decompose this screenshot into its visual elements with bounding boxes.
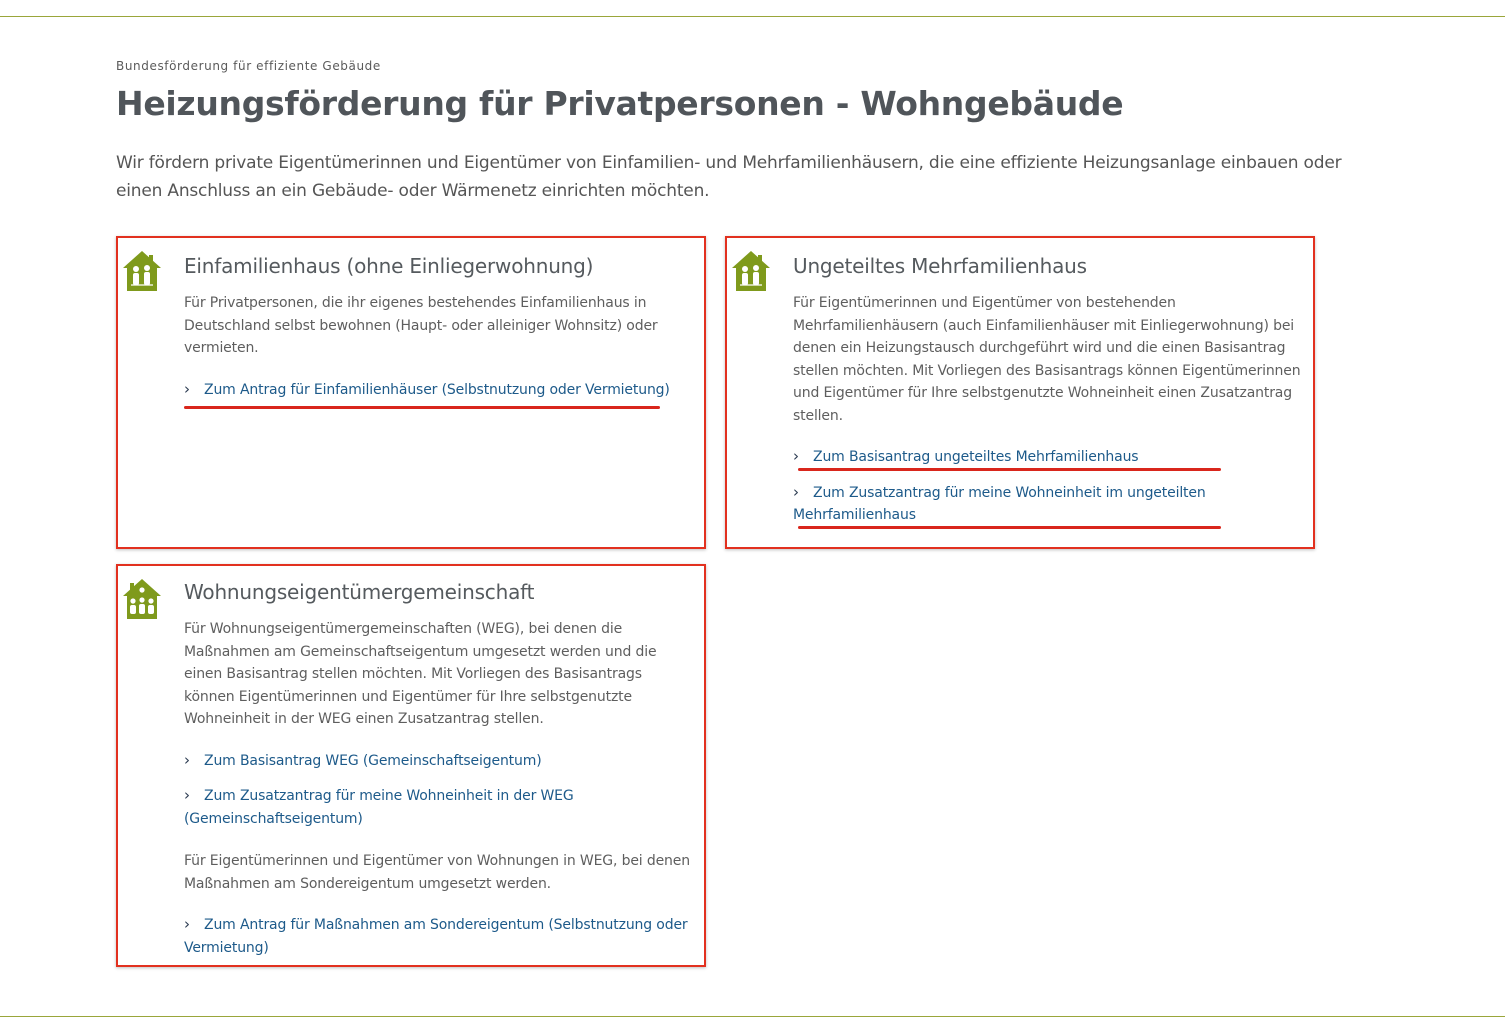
card-mehrfamilienhaus [725, 236, 1315, 549]
chevron-right-icon: › [184, 915, 190, 933]
bottom-divider [0, 1016, 1505, 1017]
link-zusatzantrag-weg[interactable]: › Zum Zusatzantrag für meine Wohneinheit in der WEG (Gemeinschaftseigentum) [184, 786, 574, 827]
card-title: Einfamilienhaus (ohne Einliegerwohnung) [184, 254, 594, 278]
card-description: Für Eigentümerinnen und Eigentümer von bestehenden Mehrfamilienhäusern (auch Einfamilienhäuser mit Einliegerwohnung) bei denen ein Heizungstausch durchgeführt wird und die einen Basisantrag stellen möchten. Mit Vorliegen des Basisantrags können Eigentümerinnen und Eigentümer für Ihre selbstgenutzte Wohneinheit einen Zusatzantrag stellen. [793, 295, 1301, 424]
card-description: Für Wohnungseigentümergemeinschaften (WEG), bei denen die Maßnahmen am Gemeinschaftseigentum umgesetzt werden und die einen Basisantrag stellen möchten. Mit Vorliegen des Basisantrags können Eigentümerinnen und Eigentümer für Ihre selbstgenutzte Wohneinheit in der WEG einen Zusatzantrag stellen. [184, 621, 657, 727]
card-title: Ungeteiltes Mehrfamilienhaus [793, 254, 1087, 278]
link-antrag-einfamilienhaus[interactable]: › Zum Antrag für Einfamilienhäuser (Selbstnutzung oder Vermietung) [184, 378, 694, 402]
chevron-right-icon: › [184, 786, 190, 804]
link-antrag-sondereigentum[interactable]: › Zum Antrag für Maßnahmen am Sondereigentum (Selbstnutzung oder Vermietung) [184, 915, 688, 956]
family-house-icon [730, 249, 772, 293]
card-einfamilienhaus [116, 236, 706, 549]
page-title: Heizungsförderung für Privatpersonen - Wohngebäude [116, 84, 1124, 123]
chevron-right-icon: › [184, 750, 190, 769]
card-title: Wohnungseigentümergemeinschaft [184, 580, 535, 604]
family-house-icon [121, 249, 163, 293]
card-description: Für Privatpersonen, die ihr eigenes bestehendes Einfamilienhaus in Deutschland selbst bewohnen (Haupt- oder alleiniger Wohnsitz) oder vermieten. [184, 295, 658, 356]
link-zusatzantrag-mehrfamilienhaus[interactable]: › Zum Zusatzantrag für meine Wohneinheit im ungeteilten Mehrfamilienhaus [793, 482, 1206, 523]
link-basisantrag-mehrfamilienhaus[interactable]: › Zum Basisantrag ungeteiltes Mehrfamilienhaus [793, 445, 1303, 469]
chevron-right-icon: › [793, 482, 799, 501]
chevron-right-icon: › [184, 379, 190, 398]
card-weg [116, 564, 706, 967]
link-basisantrag-weg[interactable]: › Zum Basisantrag WEG (Gemeinschaftseigentum) [184, 749, 694, 773]
top-divider [0, 16, 1505, 17]
highlight-underline [184, 406, 660, 409]
chevron-right-icon: › [793, 447, 799, 465]
highlight-underline [798, 468, 1221, 471]
highlight-underline [798, 526, 1221, 529]
eyebrow: Bundesförderung für effiziente Gebäude [116, 59, 381, 73]
community-house-icon [121, 577, 163, 621]
intro-text: Wir fördern private Eigentümerinnen und Eigentümer von Einfamilien- und Mehrfamilienhäusern, die eine effiziente Heizungsanlage einbauen oder einen Anschluss an ein Gebäude- oder Wärmenetz einrichten möchten. [116, 153, 1342, 201]
card-description-sondereigentum: Für Eigentümerinnen und Eigentümer von Wohnungen in WEG, bei denen Maßnahmen am Sondereigentum umgesetzt werden. [184, 853, 690, 892]
